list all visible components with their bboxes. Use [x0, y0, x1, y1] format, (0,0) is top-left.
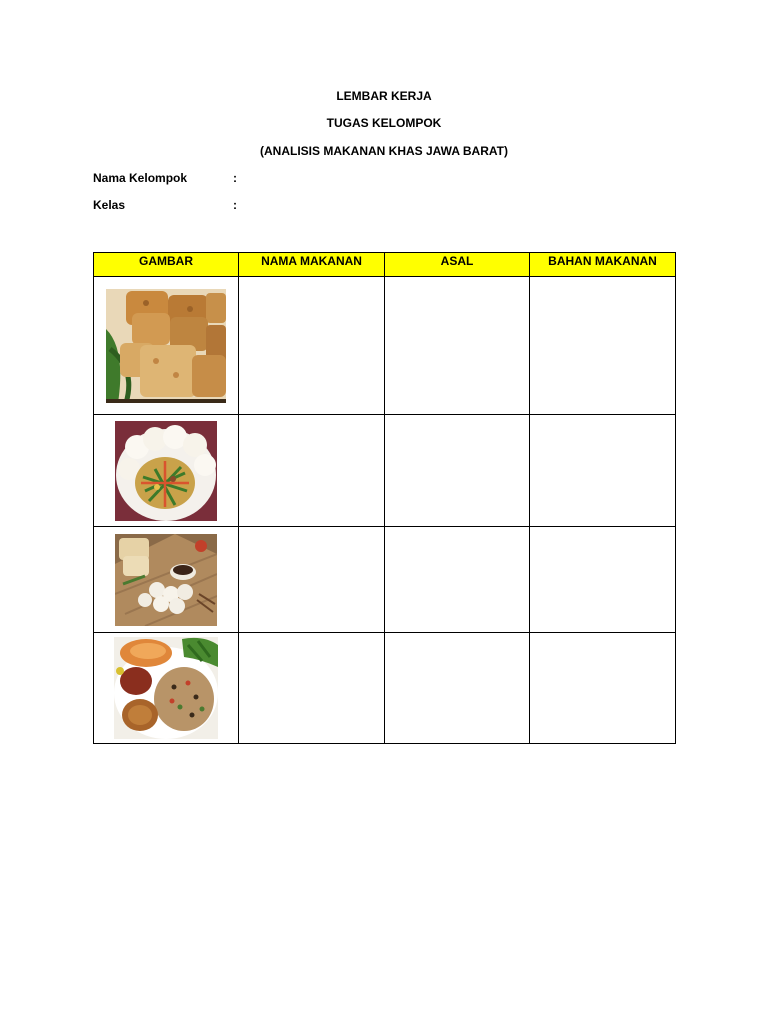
image-cell [94, 633, 239, 744]
group-name-field [93, 171, 237, 185]
table-row [94, 527, 676, 633]
asal-cell[interactable] [385, 415, 530, 527]
image-cell [94, 415, 239, 527]
food-analysis-table [93, 252, 676, 744]
image-cell [94, 277, 239, 415]
column-header-bahan-makanan: BAHAN MAKANAN [530, 253, 676, 277]
salad-with-crackers-photo [115, 421, 217, 521]
table-row [94, 633, 676, 744]
column-header-nama-makanan: NAMA MAKANAN [239, 253, 385, 277]
worksheet-topic: (ANALISIS MAKANAN KHAS JAWA BARAT) [260, 144, 508, 158]
bahan-makanan-cell[interactable] [530, 415, 676, 527]
bahan-makanan-cell[interactable] [530, 633, 676, 744]
image-cell [94, 527, 239, 633]
bahan-makanan-cell[interactable] [530, 277, 676, 415]
nama-makanan-cell[interactable] [239, 527, 385, 633]
worksheet-title: LEMBAR KERJA [336, 89, 432, 103]
class-label: Kelas [93, 198, 126, 212]
column-header-gambar: GAMBAR [94, 253, 239, 277]
group-name-colon: : [233, 171, 237, 185]
asal-cell[interactable] [385, 527, 530, 633]
fish-cakes-with-sauce-photo [115, 534, 217, 626]
fried-rice-platter-photo [114, 637, 218, 739]
column-header-asal: ASAL [385, 253, 530, 277]
class-field [93, 198, 237, 212]
asal-cell[interactable] [385, 277, 530, 415]
group-name-label: Nama Kelompok [93, 171, 188, 185]
nama-makanan-cell[interactable] [239, 633, 385, 744]
class-colon: : [233, 198, 237, 212]
asal-cell[interactable] [385, 633, 530, 744]
nama-makanan-cell[interactable] [239, 415, 385, 527]
table-row [94, 277, 676, 415]
nama-makanan-cell[interactable] [239, 277, 385, 415]
table-header-row [94, 253, 676, 277]
worksheet-subtitle: TUGAS KELOMPOK [326, 116, 442, 130]
bahan-makanan-cell[interactable] [530, 527, 676, 633]
table-row [94, 415, 676, 527]
fried-tofu-photo [106, 289, 226, 403]
